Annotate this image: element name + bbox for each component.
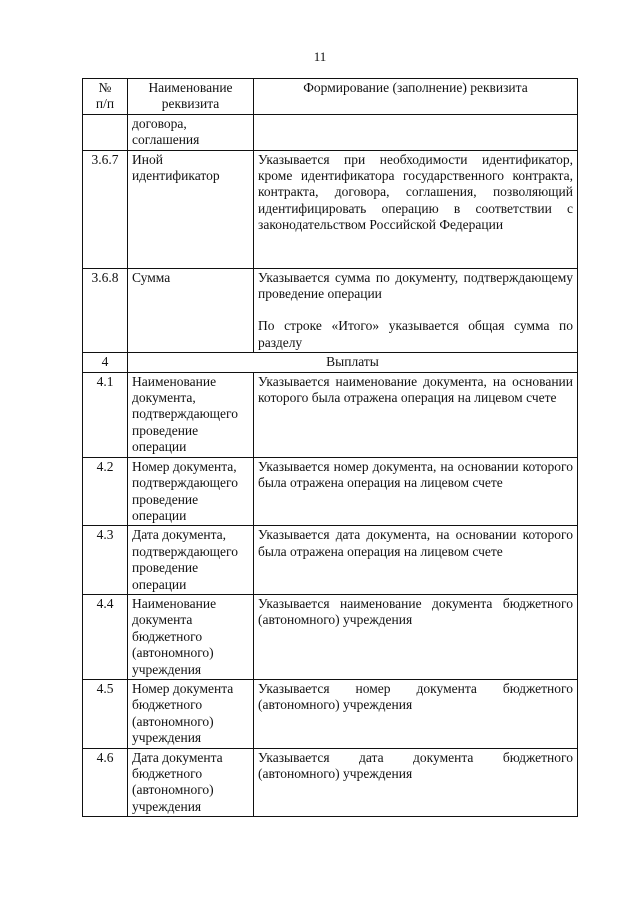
header-number: № п/п (83, 79, 128, 115)
row-description: Указывается дата документа, на основании которого была отражена операция на лицевом счете (254, 526, 578, 595)
row-name: Иной идентификатор (128, 150, 254, 268)
row-description (254, 114, 578, 150)
page-number: 11 (313, 49, 327, 64)
row-name: Сумма (128, 268, 254, 353)
row-number: 4.2 (83, 457, 128, 526)
header-description: Формирование (заполнение) реквизита (254, 79, 578, 115)
row-number: 3.6.7 (83, 150, 128, 268)
row-name: договора, соглашения (128, 114, 254, 150)
table-row (83, 594, 578, 679)
header-name: Наименование реквизита (128, 79, 254, 115)
row-description: Указывается наименование документа, на основании которого была отражена операция на лицевом счете (254, 372, 578, 457)
table-row-continuation (83, 114, 578, 150)
table-row (83, 268, 578, 353)
row-description-note: По строке «Итого» указывается общая сумма по разделу (258, 318, 573, 350)
row-description (254, 268, 578, 353)
row-description: Указывается при необходимости идентификатор, кроме идентификатора государственного контракта, контракта, договора, соглашения, позволяющий идентифицировать операцию в соответствии с законодательством Российской Федерации (254, 150, 578, 268)
row-description-text: Указывается сумма по документу, подтверждающему проведение операции (258, 269, 573, 302)
row-number (83, 114, 128, 150)
row-number: 4.5 (83, 679, 128, 748)
row-description: Указывается наименование документа бюджетного (автономного) учреждения (254, 594, 578, 679)
table-row (83, 748, 578, 817)
table-row (83, 150, 578, 268)
row-name: Дата документа бюджетного (автономного) учреждения (128, 748, 254, 817)
row-number: 4.4 (83, 594, 128, 679)
row-name: Номер документа бюджетного (автономного) учреждения (128, 679, 254, 748)
table-header-row (83, 79, 578, 115)
row-name: Наименование документа бюджетного (автономного) учреждения (128, 594, 254, 679)
row-name: Наименование документа, подтверждающего проведение операции (128, 372, 254, 457)
row-number: 3.6.8 (83, 268, 128, 353)
table-row (83, 679, 578, 748)
table-row (83, 372, 578, 457)
row-name: Номер документа, подтверждающего проведение операции (128, 457, 254, 526)
row-name: Дата документа, подтверждающего проведение операции (128, 526, 254, 595)
requisites-table (82, 78, 578, 817)
row-number: 4.3 (83, 526, 128, 595)
table-row (83, 457, 578, 526)
row-description: Указывается дата документа бюджетного (автономного) учреждения (254, 748, 578, 817)
row-description: Указывается номер документа бюджетного (автономного) учреждения (254, 679, 578, 748)
section-title: Выплаты (128, 353, 578, 372)
row-number: 4.6 (83, 748, 128, 817)
row-description: Указывается номер документа, на основании которого была отражена операция на лицевом счете (254, 457, 578, 526)
table-row (83, 526, 578, 595)
section-row (83, 353, 578, 372)
section-number: 4 (83, 353, 128, 372)
row-number: 4.1 (83, 372, 128, 457)
